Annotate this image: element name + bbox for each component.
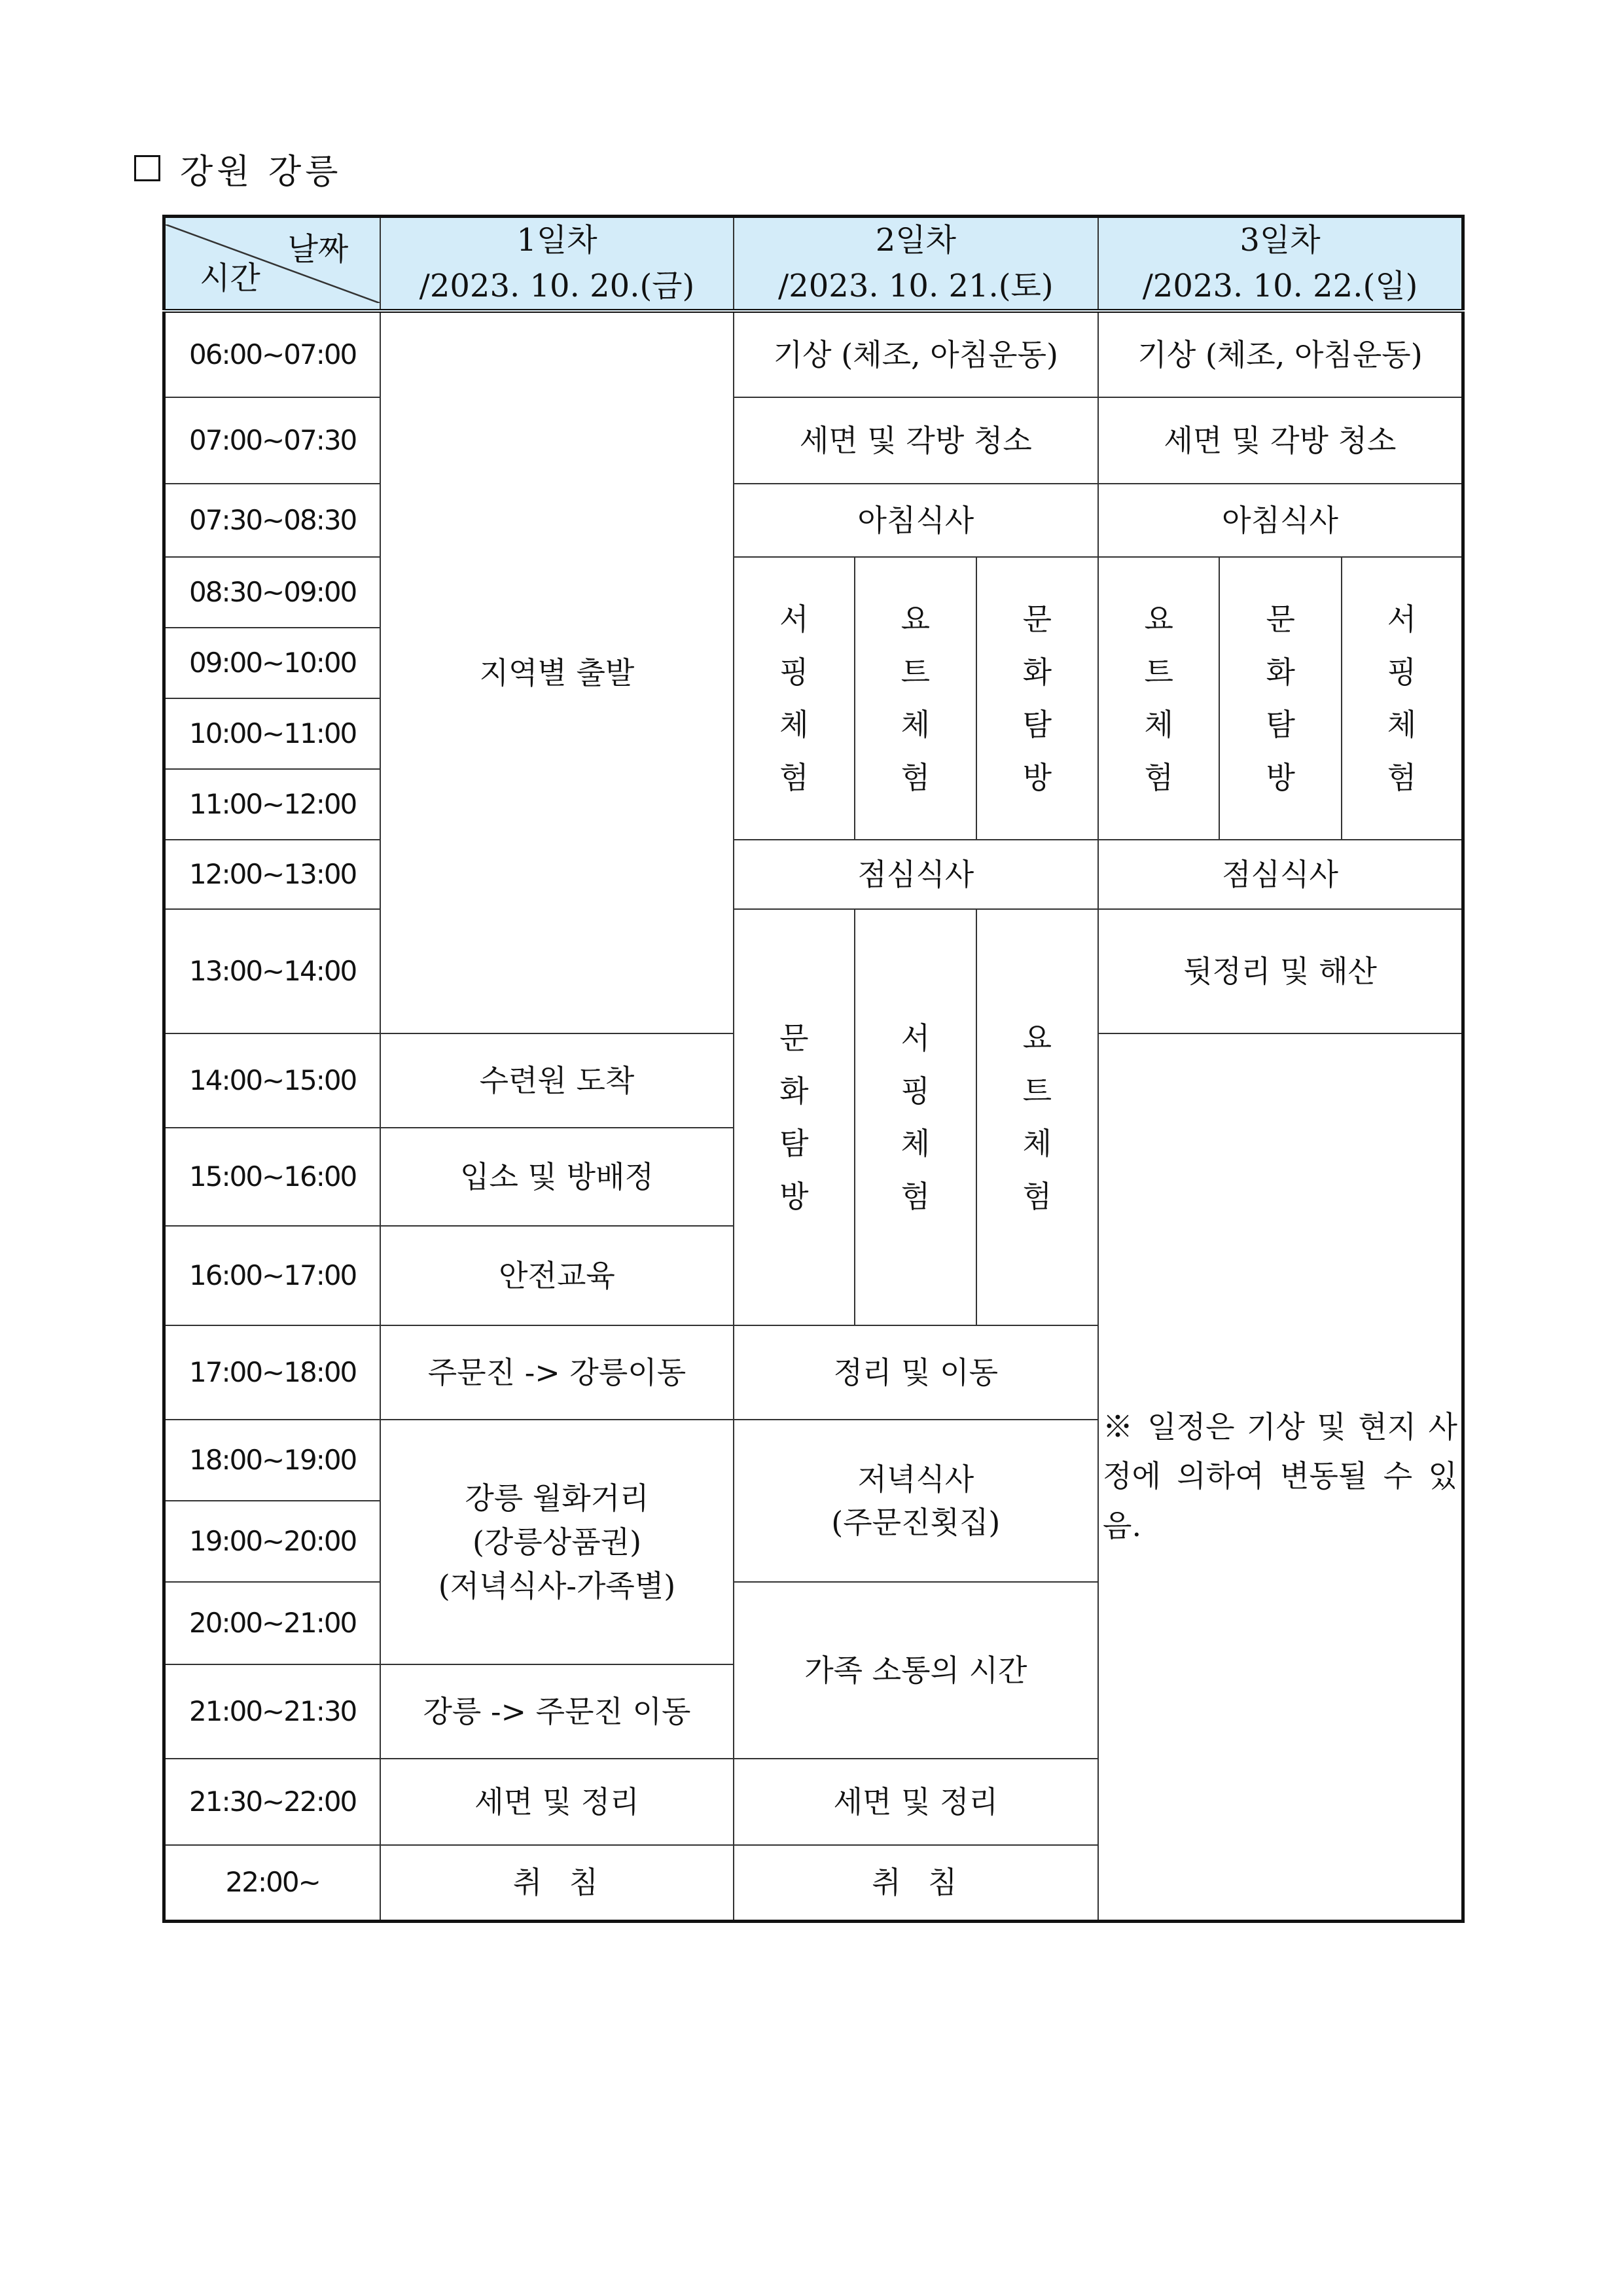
day3-am-program-1: 요트체험 — [1098, 557, 1219, 840]
day1-sleep-cell: 취 침 — [380, 1845, 733, 1921]
day2-pm-program-3: 요트체험 — [976, 909, 1098, 1325]
corner-date-label: 날짜 — [287, 230, 349, 268]
day2-dinner-cell — [734, 1420, 1098, 1582]
day1-date: /2023. 10. 20.(금) — [419, 267, 695, 304]
day1-evening-line-3: (저녁식사-가족별) — [438, 1568, 676, 1604]
day1-move-gangneung-cell: 주문진 -> 강릉이동 — [380, 1325, 733, 1420]
day2-wash-cell: 세면 및 정리 — [734, 1759, 1098, 1845]
day3-wake-cell: 기상 (체조, 아침운동) — [1098, 311, 1463, 397]
time-cell: 07:00~07:30 — [164, 397, 381, 484]
corner-cell — [164, 217, 381, 312]
day1-safety-cell: 안전교육 — [380, 1226, 733, 1325]
time-cell: 08:30~09:00 — [164, 557, 381, 628]
day2-clean-cell: 세면 및 각방 청소 — [734, 397, 1098, 484]
day1-arrive-cell: 수련원 도착 — [380, 1033, 733, 1128]
day3-clean-cell: 세면 및 각방 청소 — [1098, 397, 1463, 484]
day3-lunch-cell: 점심식사 — [1098, 840, 1463, 909]
day2-dinner-line-2: (주문진횟집) — [831, 1505, 1001, 1541]
day3-am-program-2: 문화탐방 — [1219, 557, 1341, 840]
day2-label: 2일차 — [875, 222, 956, 259]
day1-evening-line-1: 강릉 월화거리 — [465, 1480, 649, 1516]
time-cell: 12:00~13:00 — [164, 840, 381, 909]
table-row — [164, 909, 1463, 1033]
time-cell: 10:00~11:00 — [164, 698, 381, 769]
time-cell: 21:30~22:00 — [164, 1759, 381, 1845]
time-cell: 09:00~10:00 — [164, 628, 381, 698]
time-cell: 18:00~19:00 — [164, 1420, 381, 1501]
time-cell: 06:00~07:00 — [164, 311, 381, 397]
table-row — [164, 484, 1463, 557]
time-cell: 20:00~21:00 — [164, 1582, 381, 1664]
day2-am-program-2: 요트체험 — [855, 557, 976, 840]
day3-header — [1098, 217, 1463, 312]
day1-move-jumunjin-cell: 강릉 -> 주문진 이동 — [380, 1664, 733, 1759]
day3-breakfast-cell: 아침식사 — [1098, 484, 1463, 557]
day1-wash-cell: 세면 및 정리 — [380, 1759, 733, 1845]
section-heading — [134, 145, 342, 191]
time-cell: 14:00~15:00 — [164, 1033, 381, 1128]
day2-am-program-3: 문화탐방 — [976, 557, 1098, 840]
day1-evening-line-2: (강릉상품권) — [472, 1524, 642, 1560]
schedule-table — [162, 215, 1465, 1923]
time-cell: 19:00~20:00 — [164, 1501, 381, 1582]
checkbox-square-icon — [134, 155, 160, 181]
day2-pm-program-2: 서핑체험 — [855, 909, 976, 1325]
table-row — [164, 397, 1463, 484]
section-title: 강원 강릉 — [180, 152, 342, 192]
day3-note-cell: ※ 일정은 기상 및 현지 사정에 의하여 변동될 수 있음. — [1098, 1033, 1463, 1921]
table-row — [164, 840, 1463, 909]
table-row — [164, 557, 1463, 628]
time-cell: 11:00~12:00 — [164, 769, 381, 840]
day2-date: /2023. 10. 21.(토) — [778, 267, 1054, 304]
time-cell: 17:00~18:00 — [164, 1325, 381, 1420]
table-row — [164, 311, 1463, 397]
day3-am-program-3: 서핑체험 — [1342, 557, 1463, 840]
day3-label: 3일차 — [1240, 222, 1321, 259]
day2-header — [734, 217, 1098, 312]
time-cell: 22:00~ — [164, 1845, 381, 1921]
day2-breakfast-cell: 아침식사 — [734, 484, 1098, 557]
time-cell: 16:00~17:00 — [164, 1226, 381, 1325]
day3-date: /2023. 10. 22.(일) — [1142, 267, 1418, 304]
time-cell: 21:00~21:30 — [164, 1664, 381, 1759]
corner-time-label: 시간 — [200, 260, 260, 296]
day2-am-program-1: 서핑체험 — [734, 557, 855, 840]
day2-lunch-cell: 점심식사 — [734, 840, 1098, 909]
time-cell: 15:00~16:00 — [164, 1128, 381, 1226]
day3-wrapup-cell: 뒷정리 및 해산 — [1098, 909, 1463, 1033]
header-row — [164, 217, 1463, 312]
time-cell: 13:00~14:00 — [164, 909, 381, 1033]
day1-header — [380, 217, 733, 312]
day2-pm-program-1: 문화탐방 — [734, 909, 855, 1325]
day1-label: 1일차 — [516, 222, 597, 259]
day2-wake-cell: 기상 (체조, 아침운동) — [734, 311, 1098, 397]
day1-evening-cell — [380, 1420, 733, 1664]
day2-tidy-move-cell: 정리 및 이동 — [734, 1325, 1098, 1420]
day2-sleep-cell: 취 침 — [734, 1845, 1098, 1921]
time-cell: 07:30~08:30 — [164, 484, 381, 557]
day1-checkin-cell: 입소 및 방배정 — [380, 1128, 733, 1226]
day1-depart-cell: 지역별 출발 — [380, 311, 733, 1033]
day2-dinner-line-1: 저녁식사 — [857, 1461, 974, 1497]
day2-family-time-cell: 가족 소통의 시간 — [734, 1582, 1098, 1759]
